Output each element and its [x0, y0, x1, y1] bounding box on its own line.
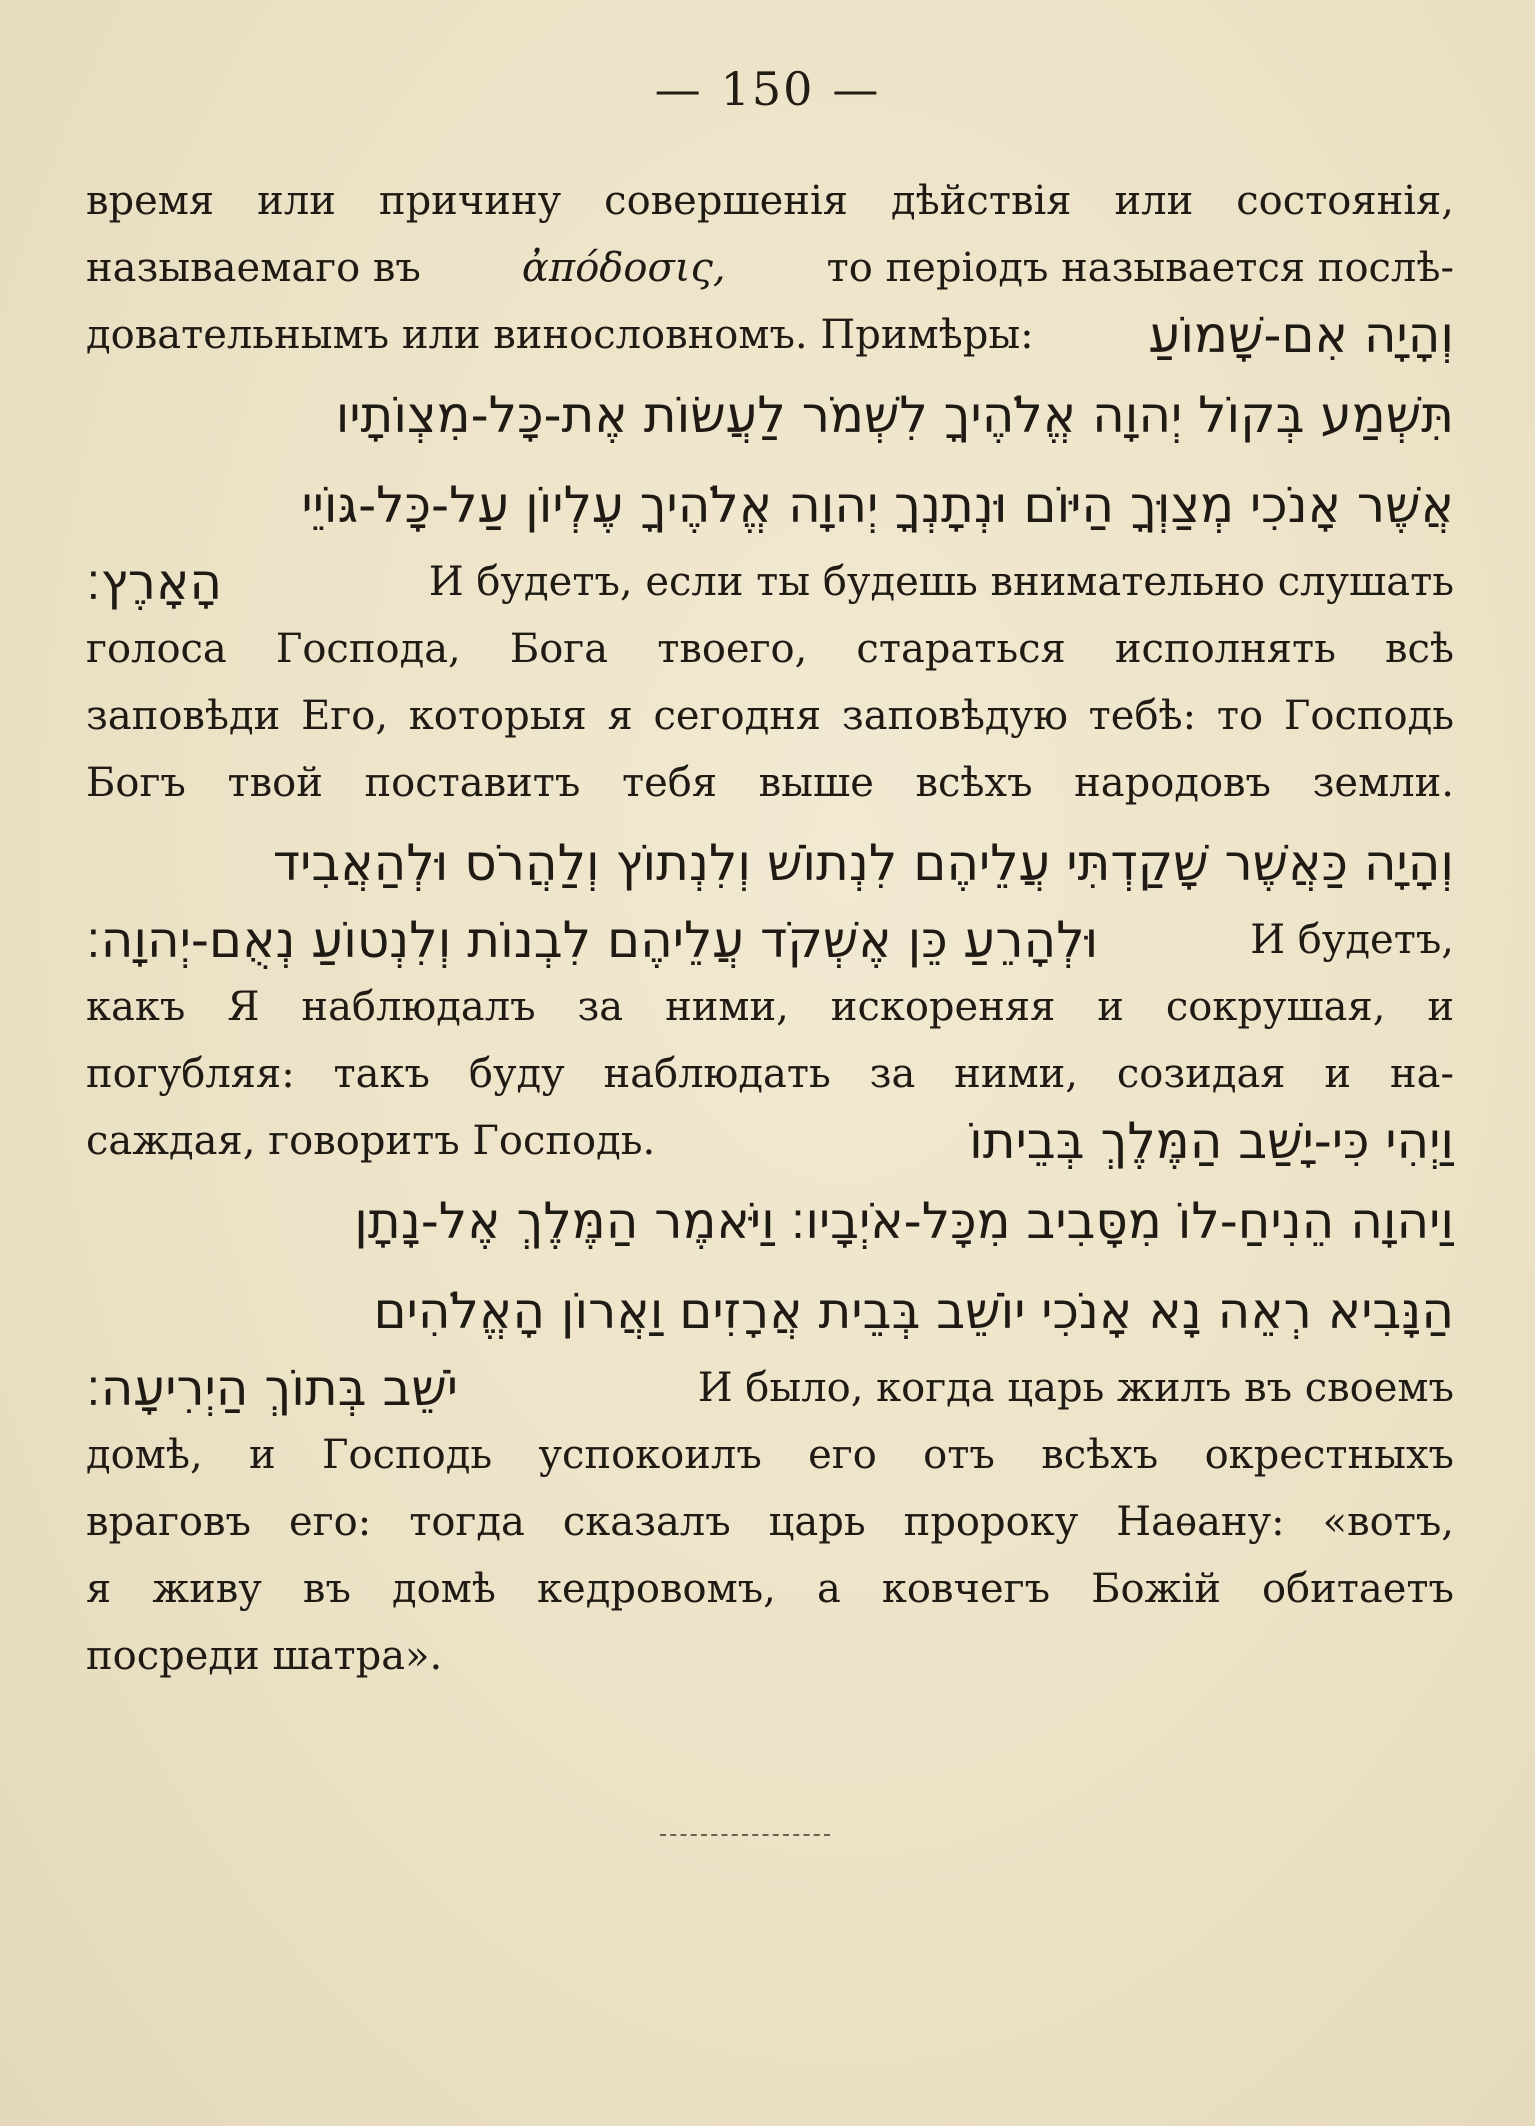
text-line-2-part-a: называемаго въ	[86, 245, 421, 291]
text-line-17-russian: И было, когда царь жилъ въ своемъ	[697, 1365, 1454, 1411]
greek-word-apodosis: ἀπόδοσις,	[521, 245, 726, 291]
hebrew-line-5	[86, 459, 1454, 549]
hebrew-text-16: הַנָּבִיא רְאֵה נָא אָנֹכִי יוֹשֵׁב בְּבֵית אֲרָזִים וַאֲרוֹן הָאֱלֹהִים	[373, 1282, 1454, 1340]
text-line-20: я живу въ домѣ кедровомъ, а ковчегъ Божій обитаетъ	[86, 1566, 1454, 1612]
text-line-19: враговъ его: тогда сказалъ царь пророку Наѳану: «вотъ,	[86, 1499, 1454, 1545]
text-line-1: время или причину совершенія дѣйствія или состоянія,	[86, 178, 1454, 224]
text-line-6-russian: И будетъ, если ты будешь внимательно слушать	[428, 559, 1454, 605]
page-number	[0, 62, 1535, 116]
text-line-3-russian: довательнымъ или винословномъ. Примѣры:	[86, 312, 1034, 358]
text-line-2	[86, 235, 1454, 302]
hebrew-text-10: וְהָיָה כַּאֲשֶׁר שָׁקַדְתִּי עֲלֵיהֶם לִנְתוֹשׁ וְלִנְתוֹץ וְלַהֲרֹס וּלְהַאֲבִיד	[272, 834, 1454, 892]
page-number-dash-left: —	[654, 62, 703, 116]
text-line-2-part-b: то періодъ называется послѣ-	[826, 245, 1454, 291]
page-number-dash-right: —	[832, 62, 881, 116]
page-end-divider	[660, 1834, 830, 1836]
text-line-17	[86, 1355, 1454, 1422]
hebrew-fragment-11: וּלְהָרֵעַ כֵּן אֶשְׁקֹד עֲלֵיהֶם לִבְנוֹת וְלִנְטוֹעַ נְאֻם-יְהוָה׃	[86, 911, 1099, 969]
hebrew-line-16	[86, 1265, 1454, 1355]
hebrew-fragment-6: הָאָרֶץ׃	[86, 553, 223, 611]
text-line-14	[86, 1108, 1454, 1175]
hebrew-fragment-3: וְהָיָה אִם-שָׁמוֹעַ	[1148, 306, 1454, 364]
text-line-9: Богъ твой поставитъ тебя выше всѣхъ народовъ земли.	[86, 760, 1454, 806]
text-line-13: погубляя: такъ буду наблюдать за ними, созидая и на-	[86, 1051, 1454, 1097]
text-line-12: какъ Я наблюдалъ за ними, искореняя и сокрушая, и	[86, 984, 1454, 1030]
hebrew-line-15	[86, 1175, 1454, 1265]
text-line-18: домѣ, и Господь успокоилъ его отъ всѣхъ окрестныхъ	[86, 1432, 1454, 1478]
hebrew-line-4	[86, 369, 1454, 459]
text-line-3	[86, 302, 1454, 369]
hebrew-text-4: תִּשְׁמַע בְּקוֹל יְהוָה אֱלֹהֶיךָ לִשְׁמֹר לַעֲשׂוֹת אֶת-כָּל-מִצְוֹתָיו	[335, 386, 1454, 444]
hebrew-fragment-17: יֹשֵׁב בְּתוֹךְ הַיְרִיעָה׃	[86, 1359, 458, 1417]
text-line-6	[86, 549, 1454, 616]
hebrew-text-5: אֲשֶׁר אָנֹכִי מְצַוְּךָ הַיּוֹם וּנְתָנְךָ יְהוָה אֱלֹהֶיךָ עֶלְיוֹן עַל-כָּל-גּוֹיֵי	[301, 476, 1454, 534]
text-line-21: посреди шатра».	[86, 1633, 443, 1679]
text-line-7: голоса Господа, Бога твоего, стараться исполнять всѣ	[86, 626, 1454, 672]
hebrew-line-10	[86, 817, 1454, 907]
body-text	[86, 168, 1454, 1690]
hebrew-text-15: וַיהוָה הֵנִיחַ-לוֹ מִסָּבִיב מִכָּל-אֹיְבָיו׃ וַיֹּאמֶר הַמֶּלֶךְ אֶל-נָתָן	[354, 1192, 1454, 1250]
text-line-11-russian: И будетъ,	[1250, 917, 1454, 963]
page-number-value: 150	[720, 62, 815, 116]
text-line-11	[86, 907, 1454, 974]
text-line-8: заповѣди Его, которыя я сегодня заповѣдую тебѣ: то Господь	[86, 693, 1454, 739]
text-line-14-russian: саждая, говоритъ Господь.	[86, 1118, 656, 1164]
hebrew-fragment-14: וַיְהִי כִּי-יָשַׁב הַמֶּלֶךְ בְּבֵיתוֹ	[969, 1112, 1454, 1170]
